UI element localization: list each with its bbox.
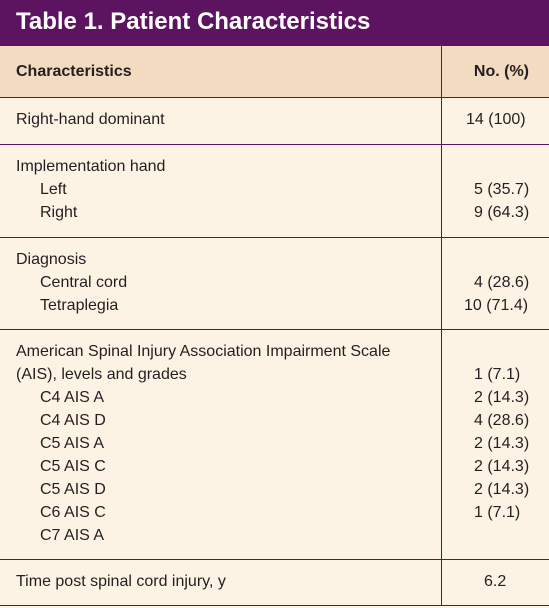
row-sublabel: C4 AIS A bbox=[40, 389, 105, 406]
row-sublabel: C5 AIS C bbox=[40, 458, 106, 475]
row-sublabel: C6 AIS C bbox=[40, 504, 106, 521]
row-sublabel: C4 AIS D bbox=[40, 412, 106, 429]
row-value: 1 (7.1) bbox=[474, 504, 521, 521]
row-value: 9 (64.3) bbox=[474, 204, 530, 221]
row-value: 2 (14.3) bbox=[474, 435, 530, 452]
row-value: 4 (28.6) bbox=[474, 274, 530, 291]
row-value: 14 (100) bbox=[466, 111, 526, 128]
row-value: 2 (14.3) bbox=[474, 458, 530, 475]
row-value: 6.2 bbox=[484, 573, 507, 590]
row-value: 1 (7.1) bbox=[474, 366, 521, 383]
header-characteristics: Characteristics bbox=[0, 46, 442, 97]
table-row-ais bbox=[0, 330, 549, 560]
row-label-cont: (AIS), levels and grades bbox=[16, 366, 187, 383]
header-count: No. (%) bbox=[473, 63, 529, 80]
row-sublabel: Central cord bbox=[40, 274, 128, 291]
row-sublabel: Right bbox=[40, 204, 78, 221]
row-value: 10 (71.4) bbox=[464, 297, 529, 314]
row-label: Diagnosis bbox=[16, 251, 87, 268]
row-value: 4 (28.6) bbox=[474, 412, 530, 429]
row-label: Implementation hand bbox=[16, 158, 166, 175]
table-row-time-post bbox=[0, 560, 549, 606]
row-label: Right-hand dominant bbox=[16, 111, 165, 128]
row-sublabel: C7 AIS A bbox=[40, 527, 105, 544]
row-value: 2 (14.3) bbox=[474, 481, 530, 498]
row-value: 2 (14.3) bbox=[474, 389, 530, 406]
table-title: Table 1. Patient Characteristics bbox=[0, 0, 549, 44]
row-sublabel: Left bbox=[40, 181, 67, 198]
table-header bbox=[0, 44, 549, 98]
row-value: 5 (35.7) bbox=[474, 181, 530, 198]
row-label: American Spinal Injury Association Impairment Scale bbox=[16, 343, 391, 360]
table-row-diagnosis bbox=[0, 238, 549, 330]
row-sublabel: C5 AIS D bbox=[40, 481, 106, 498]
row-sublabel: C5 AIS A bbox=[40, 435, 105, 452]
table-row-right-hand bbox=[0, 98, 549, 145]
table-row-implementation bbox=[0, 145, 549, 238]
row-label: Time post spinal cord injury, y bbox=[16, 573, 226, 590]
row-sublabel: Tetraplegia bbox=[40, 297, 119, 314]
